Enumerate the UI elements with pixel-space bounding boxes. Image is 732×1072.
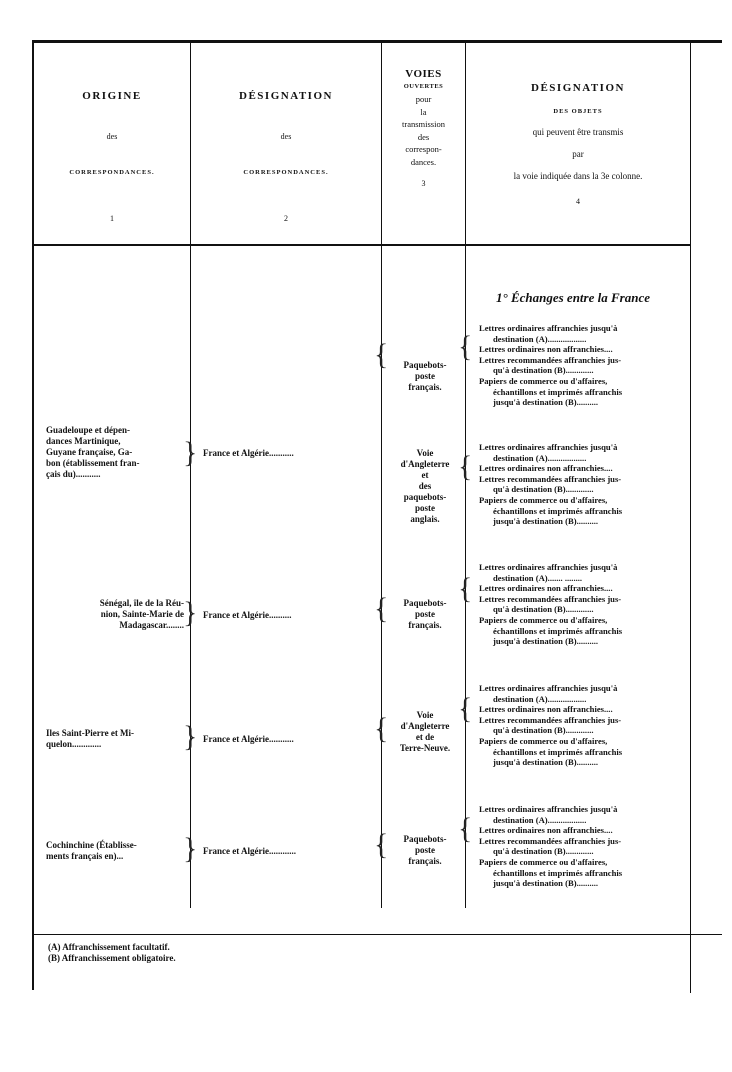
row-origin	[46, 598, 184, 631]
row-route	[386, 598, 464, 631]
row-route	[386, 448, 464, 525]
top-rule	[32, 40, 722, 43]
header-origine-caps: CORRESPONDANCES.	[69, 169, 155, 176]
bracket-icon: {	[458, 812, 473, 845]
object-line: destination (A)..................	[493, 693, 587, 704]
footnote: (A) Affranchissement facultatif.	[48, 942, 170, 952]
footnotes	[48, 942, 176, 964]
right-border	[690, 43, 691, 993]
row-route	[386, 360, 464, 393]
route-line: Paquebots-	[403, 834, 447, 844]
object-line: Lettres ordinaires non affranchies....	[479, 583, 613, 594]
route-line: Voie	[416, 448, 434, 458]
header-origine-sub: des	[106, 132, 118, 141]
object-line: Lettres ordinaires affranchies jusqu'à	[479, 562, 618, 572]
object-line: Lettres ordinaires non affranchies....	[479, 704, 613, 715]
object-line: Lettres ordinaires non affranchies....	[479, 344, 613, 355]
object-line: Lettres ordinaires affranchies jusqu'à	[479, 442, 618, 452]
header-origine	[34, 90, 190, 223]
origin-line: nion, Sainte-Marie de	[100, 609, 184, 619]
section-title: 1° Échanges entre la France	[496, 290, 650, 305]
row-designation: France et Algérie...........	[203, 448, 294, 458]
origin-line: çais du)...........	[46, 469, 101, 479]
object-line: échantillons et imprimés affranchis	[493, 625, 623, 636]
object-line: Papiers de commerce ou d'affaires,	[479, 614, 608, 625]
route-line: français.	[408, 620, 442, 630]
route-line: poste	[415, 845, 435, 855]
bracket-icon: {	[458, 330, 473, 363]
bracket-icon: {	[374, 828, 389, 861]
object-line: Papiers de commerce ou d'affaires,	[479, 856, 608, 867]
header-objets-line1: qui peuvent être transmis	[532, 127, 624, 137]
object-line: Lettres ordinaires affranchies jusqu'à	[479, 323, 618, 333]
object-line: qu'à destination (B).............	[493, 484, 594, 495]
object-line: Lettres recommandées affranchies jus-	[479, 593, 622, 604]
object-line: jusqu'à destination (B)..........	[493, 757, 599, 768]
origin-line: Cochinchine (Établisse-	[46, 840, 137, 850]
object-line: destination (A)..................	[493, 814, 587, 825]
route-line: Paquebots-	[403, 598, 447, 608]
header-voies-num: 3	[421, 179, 426, 188]
row-objects	[479, 562, 689, 647]
object-line: échantillons et imprimés affranchis	[493, 867, 623, 878]
bracket-icon: {	[458, 692, 473, 725]
object-line: qu'à destination (B).............	[493, 725, 594, 736]
bracket-icon: {	[374, 592, 389, 625]
row-objects	[479, 804, 689, 889]
object-line: destination (A)..................	[493, 333, 587, 344]
origin-line: Guadeloupe et dépen-	[46, 425, 131, 435]
header-origine-num: 1	[110, 214, 114, 223]
origin-line: quelon.............	[46, 739, 102, 749]
object-line: destination (A)..................	[493, 452, 587, 463]
header-origine-title: ORIGINE	[82, 90, 142, 102]
footnote: (B) Affranchissement obligatoire.	[48, 953, 176, 963]
route-line: anglais.	[410, 514, 440, 524]
route-line: paquebots-	[403, 492, 447, 502]
row-route	[386, 834, 464, 867]
row-objects	[479, 442, 689, 527]
row-objects	[479, 683, 689, 768]
object-line: qu'à destination (B).............	[493, 365, 594, 376]
brace-icon: }	[183, 596, 198, 629]
header-voies-line: des	[417, 131, 430, 142]
object-line: jusqu'à destination (B)..........	[493, 878, 599, 889]
origin-line: bon (établissement fran-	[46, 458, 140, 468]
object-line: Papiers de commerce ou d'affaires,	[479, 735, 608, 746]
row-designation: France et Algérie............	[203, 846, 296, 856]
bracket-icon: {	[374, 338, 389, 371]
route-line: et	[421, 470, 429, 480]
object-line: Papiers de commerce ou d'affaires,	[479, 375, 608, 386]
object-line: qu'à destination (B).............	[493, 604, 594, 615]
object-line: Lettres ordinaires non affranchies....	[479, 825, 613, 836]
route-line: et de	[415, 732, 435, 742]
header-voies-line: transmission	[402, 119, 445, 129]
origin-line: Guyane française, Ga-	[46, 447, 133, 457]
header-voies-line: VOIES	[405, 68, 442, 80]
route-line: français.	[408, 382, 442, 392]
header-designation-title: DÉSIGNATION	[239, 90, 333, 102]
header-voies-line: OUVERTES	[403, 82, 444, 90]
route-line: Terre-Neuve.	[399, 743, 451, 753]
brace-icon: }	[183, 720, 198, 753]
object-line: qu'à destination (B).............	[493, 846, 594, 857]
object-line: jusqu'à destination (B)..........	[493, 636, 599, 647]
brace-icon: }	[183, 436, 198, 469]
header-designation	[191, 90, 381, 223]
origin-line: dances Martinique,	[46, 436, 121, 446]
route-line: poste	[415, 609, 435, 619]
header-voies	[382, 68, 465, 191]
object-line: Lettres ordinaires affranchies jusqu'à	[479, 683, 618, 693]
object-line: échantillons et imprimés affranchis	[493, 505, 623, 516]
header-designation-sub: des	[280, 132, 292, 141]
header-rule	[32, 244, 690, 246]
header-objets-caps: DES OBJETS	[553, 108, 603, 115]
row-origin	[46, 840, 184, 862]
origin-line: Iles Saint-Pierre et Mi-	[46, 728, 135, 738]
row-origin	[46, 728, 184, 750]
bracket-icon: {	[458, 572, 473, 605]
object-line: destination (A)....... ........	[493, 572, 583, 583]
origin-line: ments français en)...	[46, 851, 124, 861]
object-line: échantillons et imprimés affranchis	[493, 746, 623, 757]
object-line: Lettres recommandées affranchies jus-	[479, 473, 622, 484]
route-line: poste	[415, 371, 435, 381]
row-origin	[46, 425, 184, 480]
row-route	[386, 710, 464, 754]
object-line: jusqu'à destination (B)..........	[493, 516, 599, 527]
header-objets-title: DÉSIGNATION	[531, 82, 625, 94]
route-line: des	[418, 481, 432, 491]
bracket-icon: {	[458, 450, 473, 483]
route-line: Voie	[416, 710, 434, 720]
brace-icon: }	[183, 832, 198, 865]
object-line: Lettres ordinaires affranchies jusqu'à	[479, 804, 618, 814]
header-objets	[466, 82, 690, 206]
object-line: Lettres recommandées affranchies jus-	[479, 354, 622, 365]
header-voies-line: correspon-	[405, 144, 442, 154]
route-line: poste	[415, 503, 435, 513]
route-line: Paquebots-	[403, 360, 447, 370]
object-line: Lettres recommandées affranchies jus-	[479, 835, 622, 846]
header-designation-num: 2	[284, 214, 288, 223]
route-line: d'Angleterre	[400, 721, 450, 731]
table-bottom-rule	[32, 934, 722, 935]
header-objets-num: 4	[576, 197, 580, 206]
row-designation: France et Algérie..........	[203, 610, 292, 620]
route-line: d'Angleterre	[400, 459, 450, 469]
object-line: Lettres recommandées affranchies jus-	[479, 714, 622, 725]
header-voies-line: pour	[415, 94, 432, 104]
object-line: échantillons et imprimés affranchis	[493, 386, 623, 397]
header-objets-line2: par	[572, 149, 584, 159]
row-designation: France et Algérie...........	[203, 734, 294, 744]
origin-line: Sénégal, île de la Réu-	[99, 598, 184, 608]
header-voies-line: dances.	[410, 156, 437, 167]
row-objects	[479, 323, 689, 408]
route-line: français.	[408, 856, 442, 866]
bracket-icon: {	[374, 712, 389, 745]
header-designation-caps: CORRESPONDANCES.	[243, 169, 329, 176]
object-line: jusqu'à destination (B)..........	[493, 397, 599, 408]
header-objets-line3: la voie indiquée dans la 3e colonne.	[513, 171, 643, 181]
header-voies-line: la	[420, 106, 427, 117]
origin-line: Madagascar........	[119, 620, 184, 630]
object-line: Papiers de commerce ou d'affaires,	[479, 494, 608, 505]
object-line: Lettres ordinaires non affranchies....	[479, 463, 613, 474]
